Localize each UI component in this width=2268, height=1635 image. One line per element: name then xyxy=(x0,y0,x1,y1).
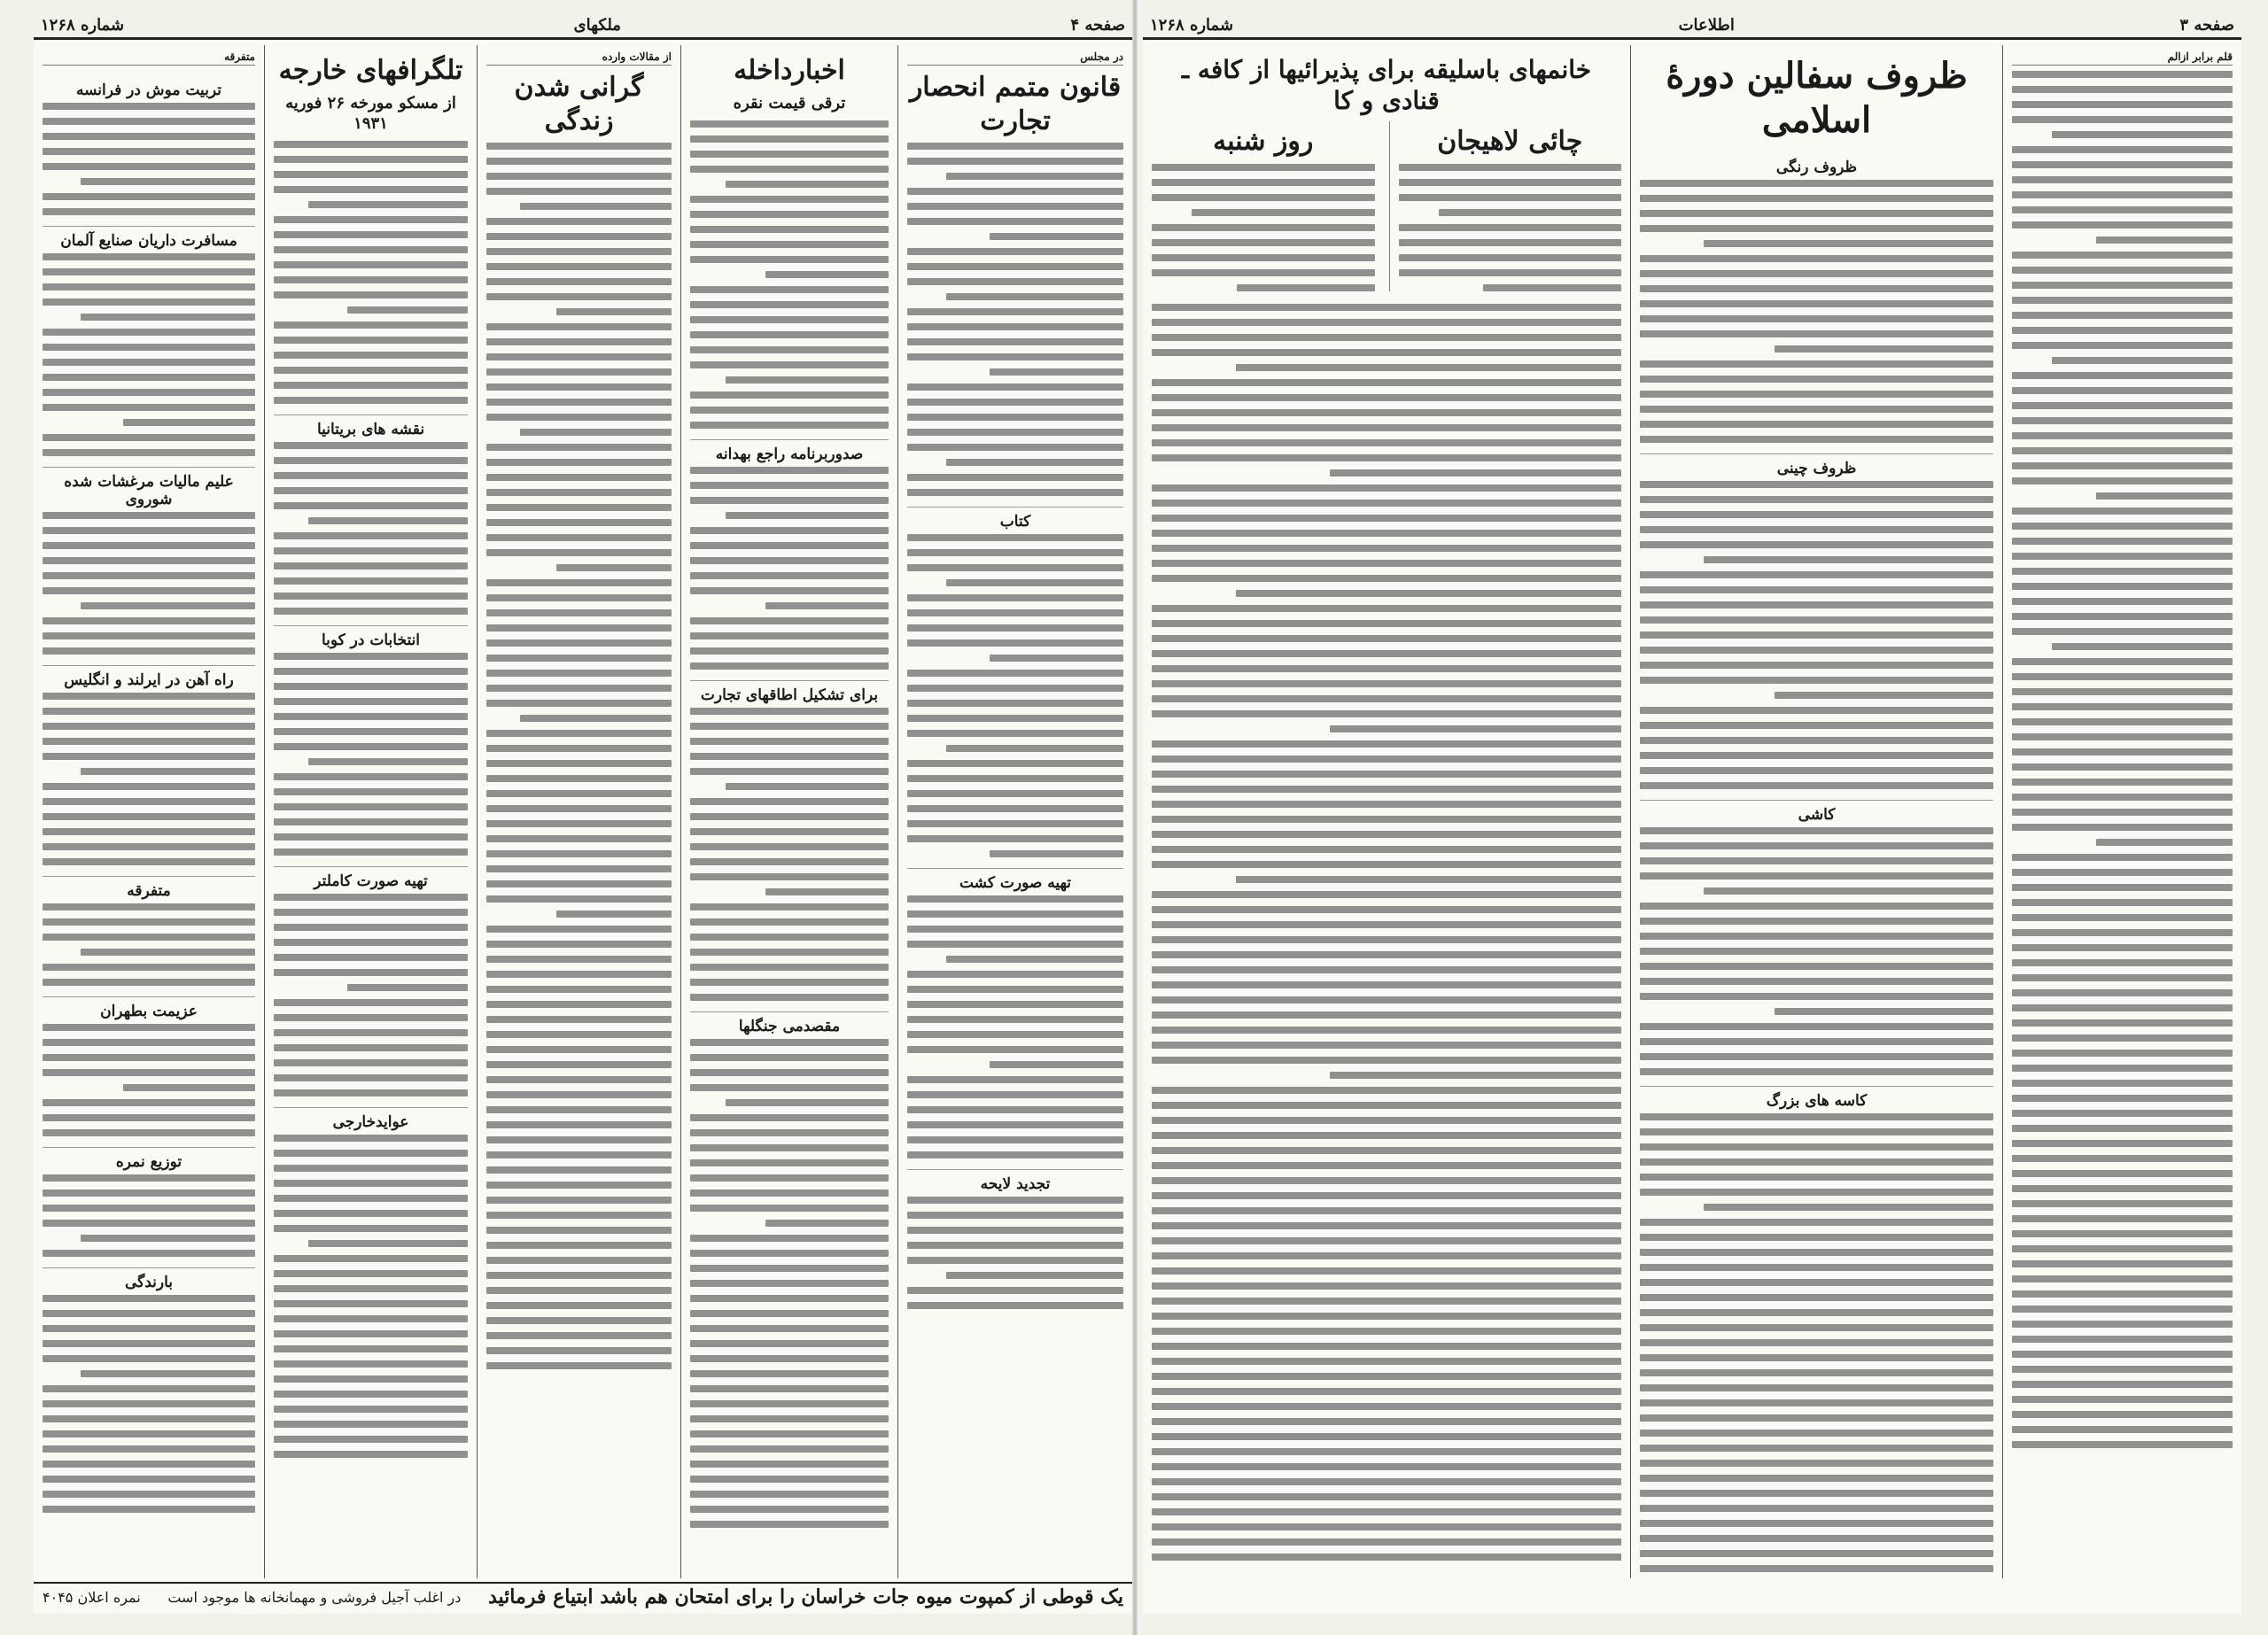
section-heading: عوایدخارجی xyxy=(274,1107,468,1131)
ad-text: یک قوطی از کمپوت میوه جات خراسان را برای امتحان هم باشد ابتیاع فرمائید xyxy=(488,1585,1123,1608)
text-block xyxy=(486,143,672,1369)
text-block xyxy=(907,534,1123,857)
column-label: از مقالات وارده xyxy=(486,50,672,66)
subheading: از مسکو مورخه ۲۶ فوریه ۱۹۳۱ xyxy=(285,93,456,133)
text-block xyxy=(1152,304,1621,1561)
text-block xyxy=(43,512,255,655)
text-block xyxy=(274,141,468,404)
right-page-header xyxy=(1143,8,2241,35)
section-heading: تجدید لایحه xyxy=(907,1169,1123,1193)
headline: قانون متمم انحصار تجارت xyxy=(909,72,1122,136)
column-editorial xyxy=(2002,45,2241,1578)
headline: اخبارداخله xyxy=(734,55,845,86)
text-block xyxy=(690,708,889,1001)
section-heading: مقصدمی جنگلها xyxy=(690,1011,889,1035)
right-page xyxy=(1143,16,2241,1614)
text-block xyxy=(1399,164,1622,291)
tea-headline: چائی لاهیجان xyxy=(1437,126,1583,157)
text-block xyxy=(690,467,889,670)
text-block xyxy=(43,1295,255,1513)
footer-advertisement xyxy=(34,1582,1132,1610)
headline: تلگرافهای خارجه xyxy=(278,55,463,86)
section-heading: مسافرت داریان صنایع آلمان xyxy=(43,226,255,250)
text-block xyxy=(43,253,255,456)
section-heading: نقشه های بریتانیا xyxy=(274,415,468,438)
left-columns xyxy=(34,45,1132,1578)
page-title: اطلاعات xyxy=(1678,16,1735,35)
page-title: ملکهای xyxy=(573,16,621,35)
column-label: متفرقه xyxy=(43,50,255,66)
column-foreign-telegrams xyxy=(264,45,477,1578)
text-block xyxy=(274,1135,468,1458)
section-heading: ظروف چینی xyxy=(1640,453,1993,477)
page-fold xyxy=(1132,0,1138,1635)
text-block xyxy=(43,693,255,865)
text-block xyxy=(274,442,468,615)
headline: ظروف سفالین دورهٔ اسلامی xyxy=(1666,55,1968,141)
section-heading: کاسه های بزرگ xyxy=(1640,1086,1993,1110)
text-block xyxy=(690,1039,889,1528)
section-heading: علیم مالیات مرغشات شده شوروی xyxy=(43,467,255,508)
section-heading: عزیمت بطهران xyxy=(43,996,255,1020)
right-columns xyxy=(1143,45,2241,1578)
text-block xyxy=(2012,71,2233,1448)
column-label: قلم برابر ازالم xyxy=(2012,50,2233,66)
subheading: ترقی قیمت نقره xyxy=(733,93,846,112)
headline: گرانی شدن زندگی xyxy=(514,72,644,136)
text-block xyxy=(43,1024,255,1136)
text-block xyxy=(274,653,468,856)
section-heading: ظروف رنگی xyxy=(1775,159,1858,176)
section-heading: انتخابات در کوبا xyxy=(274,625,468,649)
text-block xyxy=(43,103,255,215)
text-block xyxy=(1640,481,1993,789)
text-block xyxy=(274,894,468,1096)
page-number: صفحه ۳ xyxy=(2179,16,2234,35)
text-block xyxy=(1640,827,1993,1075)
ad-code: نمره اعلان ۴۰۴۵ xyxy=(43,1588,141,1606)
text-block xyxy=(1152,164,1375,291)
column-parliament xyxy=(897,45,1132,1578)
text-block xyxy=(907,895,1123,1158)
saturday-headline: روز شنبه xyxy=(1213,126,1314,157)
text-block xyxy=(1640,1113,1993,1578)
left-page xyxy=(34,16,1132,1614)
text-block xyxy=(43,1174,255,1257)
section-heading: متفرقه xyxy=(43,876,255,900)
text-block xyxy=(690,120,889,429)
issue-number: شماره ۱۲۶۸ xyxy=(41,16,125,35)
left-page-header xyxy=(34,8,1132,35)
column-tea-advert xyxy=(1143,45,1630,1578)
text-block xyxy=(907,1197,1123,1309)
text-block xyxy=(43,903,255,986)
section-heading: تهیه صورت کشت xyxy=(907,868,1123,892)
section-heading: راه آهن در ایرلند و انگلیس xyxy=(43,665,255,689)
column-misc xyxy=(34,45,264,1578)
issue-number: شماره ۱۲۶۸ xyxy=(1150,16,1234,35)
column-domestic-news xyxy=(680,45,897,1578)
section-heading: تربیت موش در فرانسه xyxy=(75,81,222,99)
column-articles xyxy=(477,45,680,1578)
text-block xyxy=(1640,180,1993,443)
section-heading: بارندگی xyxy=(43,1267,255,1291)
page-number: صفحه ۴ xyxy=(1070,16,1125,35)
section-heading: برای تشکیل اطاقهای تجارت xyxy=(690,680,889,704)
text-block xyxy=(907,143,1123,496)
section-heading: صدوربرنامه راجع بهدانه xyxy=(690,439,889,463)
section-heading: کتاب xyxy=(907,507,1123,531)
section-heading: تهیه صورت کاملتر xyxy=(274,866,468,890)
section-heading: توزیع نمره xyxy=(43,1147,255,1171)
banner-headline: خانمهای باسلیقه برای پذیرائیها از کافه ـ قنادی و کا xyxy=(1181,55,1592,115)
ad-note: در اغلب آجیل فروشی و مهمانخانه ها موجود است xyxy=(167,1588,462,1606)
column-islamic-pottery xyxy=(1630,45,2002,1578)
column-label: در مجلس xyxy=(907,50,1123,66)
section-heading: کاشی xyxy=(1640,800,1993,824)
